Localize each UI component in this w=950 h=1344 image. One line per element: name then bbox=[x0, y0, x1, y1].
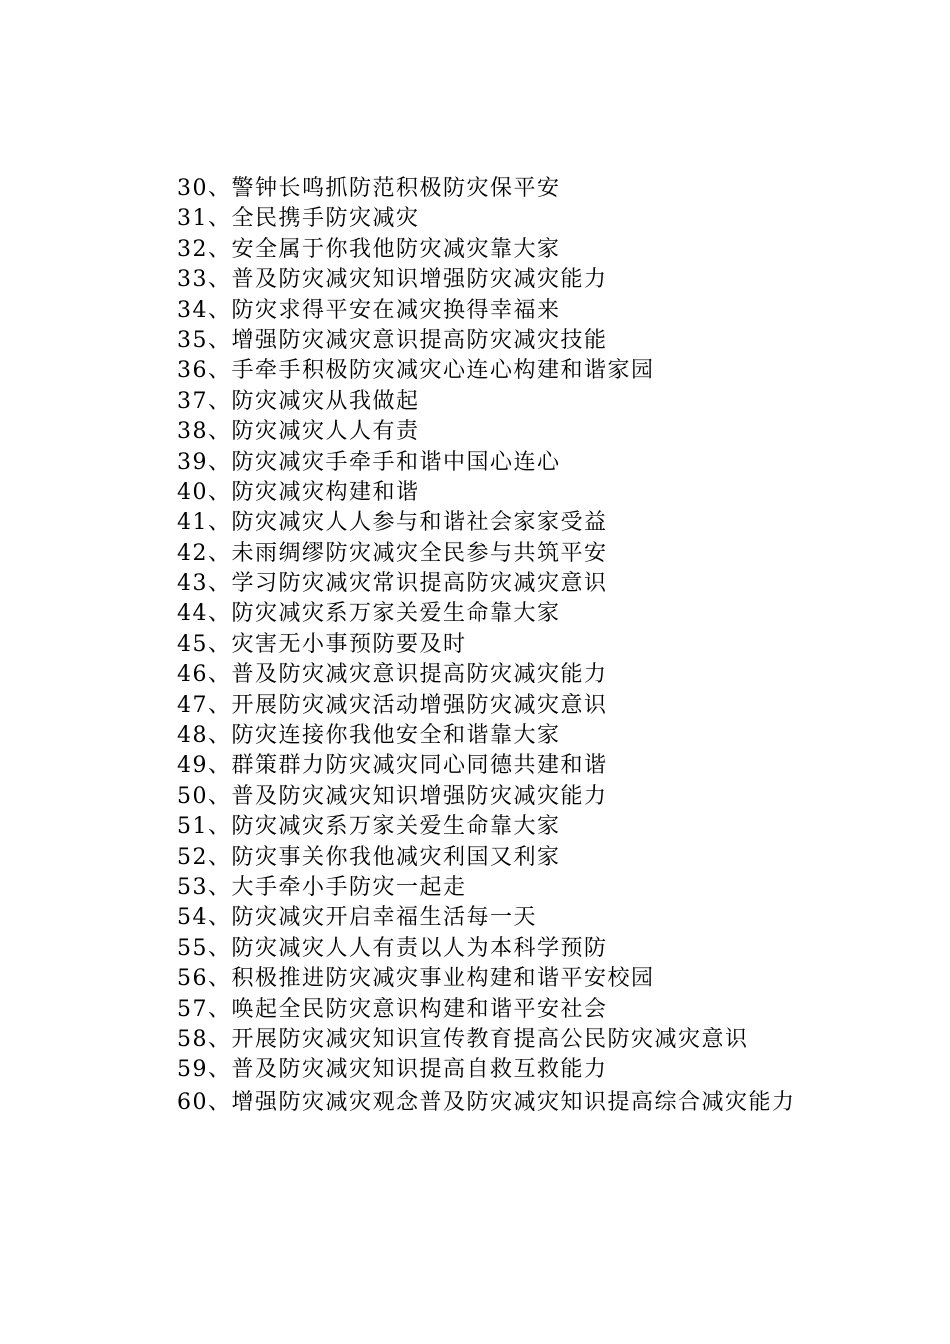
list-item: 44、防灾减灾系万家关爱生命靠大家 bbox=[177, 601, 561, 627]
list-item: 43、学习防灾减灾常识提高防灾减灾意识 bbox=[177, 571, 608, 597]
list-item: 52、防灾事关你我他减灾利国又利家 bbox=[177, 844, 561, 870]
list-item: 41、防灾减灾人人参与和谐社会家家受益 bbox=[177, 510, 608, 536]
list-item: 50、普及防灾减灾知识增强防灾减灾能力 bbox=[177, 783, 608, 809]
list-item: 48、防灾连接你我他安全和谐靠大家 bbox=[177, 723, 561, 749]
list-item: 32、安全属于你我他防灾减灾靠大家 bbox=[177, 236, 561, 262]
list-item: 45、灾害无小事预防要及时 bbox=[177, 631, 467, 657]
slogan-list bbox=[132, 174, 832, 1118]
list-item: 38、防灾减灾人人有责 bbox=[177, 419, 420, 445]
list-item: 56、积极推进防灾减灾事业构建和谐平安校园 bbox=[177, 966, 655, 992]
list-item: 40、防灾减灾构建和谐 bbox=[177, 479, 420, 505]
list-item: 36、手牵手积极防灾减灾心连心构建和谐家园 bbox=[177, 358, 655, 384]
list-item: 54、防灾减灾开启幸福生活每一天 bbox=[177, 905, 537, 931]
list-item: 49、群策群力防灾减灾同心同德共建和谐 bbox=[177, 753, 608, 779]
list-item: 39、防灾减灾手牵手和谐中国心连心 bbox=[177, 449, 561, 475]
list-item: 34、防灾求得平安在减灾换得幸福来 bbox=[177, 297, 561, 323]
list-item: 46、普及防灾减灾意识提高防灾减灾能力 bbox=[177, 662, 608, 688]
list-item: 47、开展防灾减灾活动增强防灾减灾意识 bbox=[177, 692, 608, 718]
list-item: 42、未雨绸缪防灾减灾全民参与共筑平安 bbox=[177, 540, 608, 566]
list-item: 31、全民携手防灾减灾 bbox=[177, 206, 420, 232]
list-item: 37、防灾减灾从我做起 bbox=[177, 388, 420, 414]
list-item: 53、大手牵小手防灾一起走 bbox=[177, 874, 467, 900]
list-item: 30、警钟长鸣抓防范积极防灾保平安 bbox=[177, 176, 561, 201]
list-item: 58、开展防灾减灾知识宣传教育提高公民防灾减灾意识 bbox=[177, 1026, 749, 1052]
list-item: 59、普及防灾减灾知识提高自救互救能力 bbox=[177, 1057, 608, 1083]
list-item: 35、增强防灾减灾意识提高防灾减灾技能 bbox=[177, 327, 608, 353]
list-item: 55、防灾减灾人人有责以人为本科学预防 bbox=[177, 935, 608, 961]
list-item: 57、唤起全民防灾意识构建和谐平安社会 bbox=[177, 996, 608, 1022]
list-item-wrapped: 60、增强防灾减灾观念普及防灾减灾知识提高综合减灾能力 bbox=[177, 1089, 796, 1115]
list-item: 51、防灾减灾系万家关爱生命靠大家 bbox=[177, 814, 561, 840]
list-item: 33、普及防灾减灾知识增强防灾减灾能力 bbox=[177, 267, 608, 293]
